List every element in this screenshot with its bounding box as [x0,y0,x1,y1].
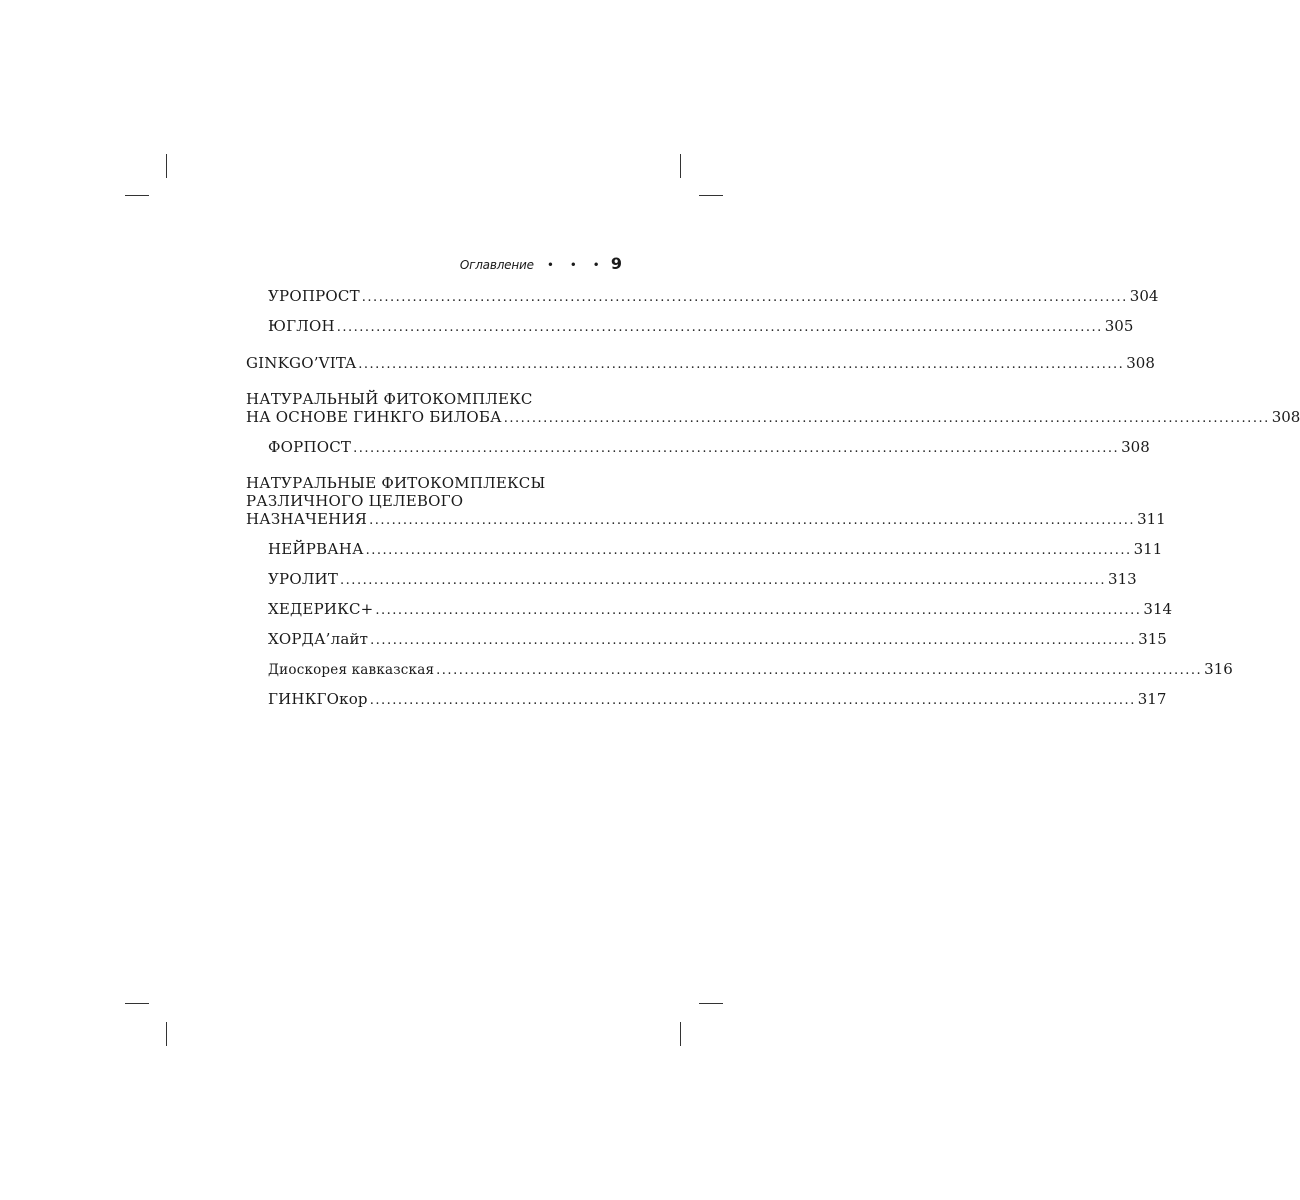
toc-leader: ........................................................................................................................................ [353,441,1120,456]
toc-entry[interactable] [246,690,1167,710]
running-header [246,254,622,273]
toc-entry[interactable] [246,438,1150,458]
toc-page-number: 313 [1108,570,1137,588]
toc-leader: ........................................................................................................................................ [361,290,1128,305]
toc-entry[interactable] [246,317,1134,337]
toc-entry-label: УРОПРОСТ [268,287,360,305]
crop-mark-bottom-right-horizontal [699,1003,723,1004]
toc-page-number: 304 [1129,287,1159,305]
toc-page-number: 314 [1143,600,1173,618]
toc-entry-label: ХОРДА’лайт [268,630,369,648]
toc-entry-line: НАТУРАЛЬНЫЕ ФИТОКОМПЛЕКСЫ [246,474,546,492]
toc-page-number: 308 [1126,354,1155,372]
toc-entry[interactable] [246,600,1173,620]
toc-entry-label: ЮГЛОН [268,317,335,335]
toc-entry-label: ХЕДЕРИКС+ [268,600,374,618]
toc-leader: ........................................................................................................................................ [369,513,1136,528]
toc-leader: ........................................................................................................................................ [375,603,1142,618]
toc-entry[interactable] [246,287,1159,307]
toc-entry[interactable] [246,354,1155,374]
toc-entry-label: НА ОСНОВЕ ГИНКГО БИЛОБА [246,408,502,426]
toc-page-number: 308 [1121,438,1150,456]
table-of-contents [246,283,1300,710]
toc-entry[interactable] [246,660,1233,680]
toc-entry-label: GINKGO’VITA [246,354,357,372]
toc-entry-label: НЕЙРВАНА [268,540,364,558]
toc-entry-line: НАТУРАЛЬНЫЙ ФИТОКОМПЛЕКС [246,390,533,408]
header-title: Оглавление [459,258,534,272]
toc-entry[interactable] [246,390,1300,428]
toc-leader: ........................................................................................................................................ [336,320,1103,335]
crop-mark-top-left-vertical [166,154,167,178]
toc-leader: ........................................................................................................................................ [340,573,1107,588]
crop-mark-top-left-horizontal [125,195,149,196]
toc-entry[interactable] [246,570,1137,590]
toc-page-number: 316 [1204,660,1233,678]
page-number: 9 [610,254,622,273]
toc-entry[interactable] [246,540,1163,560]
header-dots: • • • [546,258,606,272]
toc-entry-label: ГИНКГОкор [268,690,368,708]
toc-entry-label: ФОРПОСТ [268,438,352,456]
toc-entry-label: Диоскорея кавказская [268,662,435,678]
toc-page-number: 317 [1137,690,1167,708]
toc-page-number: 308 [1271,408,1300,426]
toc-entry-label: НАЗНАЧЕНИЯ [246,510,368,528]
toc-entry-label: УРОЛИТ [268,570,339,588]
toc-page-number: 315 [1138,630,1167,648]
toc-leader: ........................................................................................................................................ [436,663,1203,678]
crop-mark-top-right-horizontal [699,195,723,196]
toc-page-number: 305 [1104,317,1134,335]
toc-entry[interactable] [246,474,1166,530]
toc-leader: ........................................................................................................................................ [358,357,1125,372]
toc-entry-line: РАЗЛИЧНОГО ЦЕЛЕВОГО [246,492,464,510]
crop-mark-top-right-vertical [680,154,681,178]
toc-page-number: 311 [1137,510,1166,528]
crop-mark-bottom-left-vertical [166,1022,167,1046]
toc-leader: ........................................................................................................................................ [369,693,1136,708]
crop-mark-bottom-left-horizontal [125,1003,149,1004]
toc-leader: ........................................................................................................................................ [503,411,1270,426]
toc-leader: ........................................................................................................................................ [365,543,1132,558]
toc-leader: ........................................................................................................................................ [370,633,1137,648]
toc-entry[interactable] [246,630,1167,650]
toc-page-number: 311 [1133,540,1163,558]
crop-mark-bottom-right-vertical [680,1022,681,1046]
